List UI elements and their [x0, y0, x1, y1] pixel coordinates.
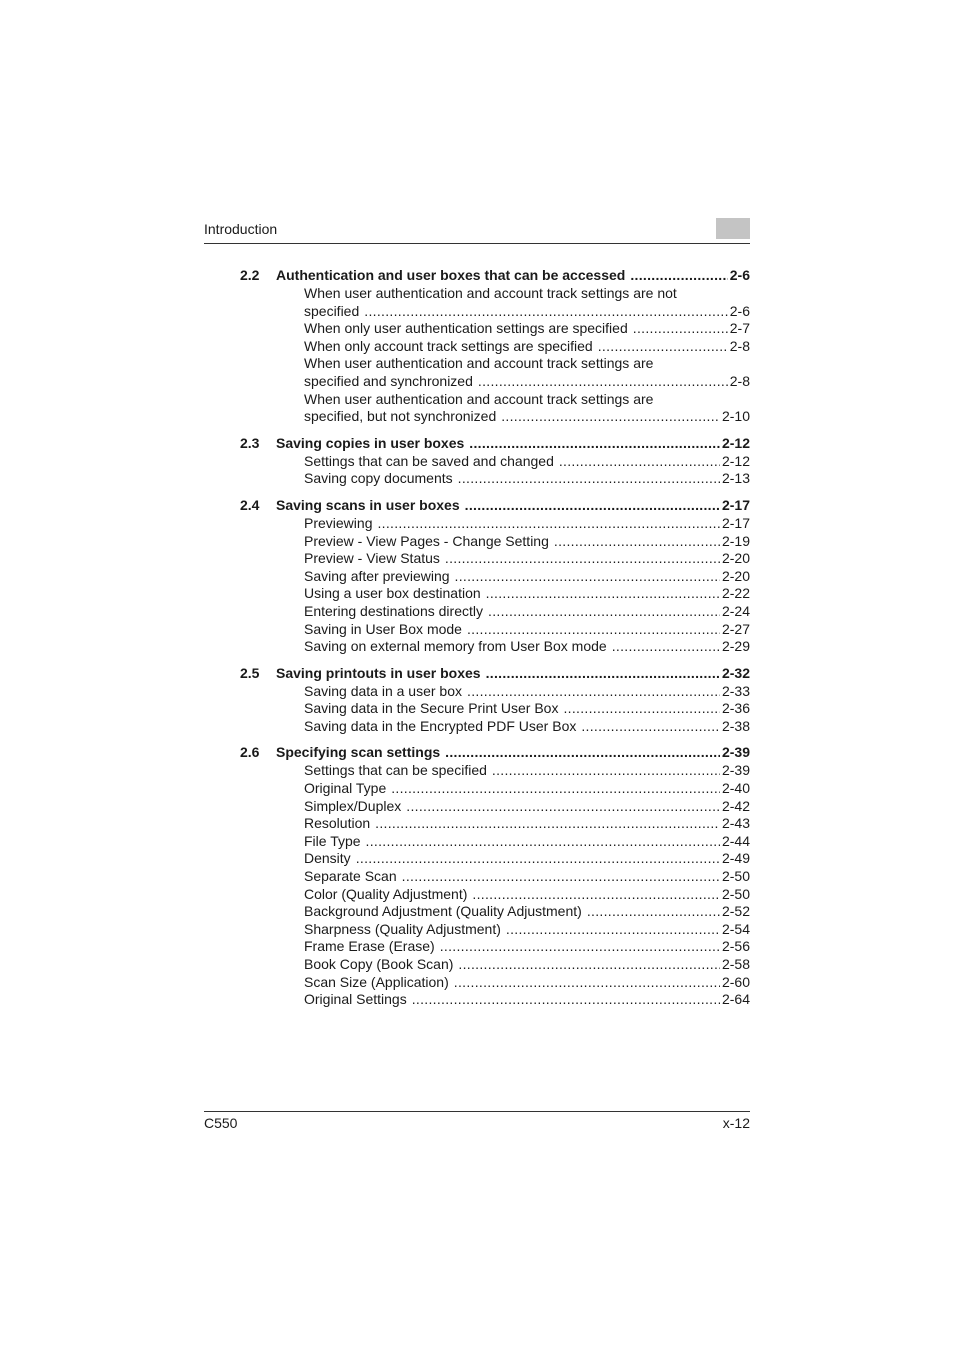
entry-title: Original Type — [304, 780, 387, 797]
section-title: Saving scans in user boxes — [276, 496, 460, 513]
entry-page: 2-43 — [721, 815, 750, 832]
entry-page: 2-13 — [721, 470, 750, 487]
section-page: 2-32 — [721, 664, 750, 681]
toc-entry[interactable] — [204, 338, 750, 356]
toc-entry[interactable] — [204, 515, 750, 533]
dot-leader — [377, 515, 719, 533]
entry-title: Saving on external memory from User Box mode — [304, 638, 607, 655]
entry-title: Separate Scan — [304, 868, 397, 885]
section-title: Saving copies in user boxes — [276, 434, 465, 451]
dot-leader — [445, 743, 720, 761]
dot-leader — [563, 700, 720, 718]
entry-title: Simplex/Duplex — [304, 797, 402, 814]
footer-model: C550 — [204, 1115, 238, 1131]
entry-page: 2-52 — [721, 903, 750, 920]
entry-page: 2-56 — [721, 938, 750, 955]
toc-entry[interactable] — [204, 408, 750, 426]
entry-page: 2-33 — [721, 682, 750, 699]
entry-title: When only user authentication settings are specified — [304, 320, 628, 337]
entry-title: Using a user box destination — [304, 585, 481, 602]
toc-entry[interactable] — [204, 956, 750, 974]
section-number: 2.3 — [240, 434, 260, 451]
toc-section — [204, 496, 750, 656]
dot-leader — [406, 798, 720, 816]
dot-leader — [559, 453, 720, 471]
entry-title: Saving data in a user box — [304, 682, 462, 699]
entry-title: Saving after previewing — [304, 567, 450, 584]
toc-entry[interactable] — [204, 798, 750, 816]
toc-entry[interactable] — [204, 453, 750, 471]
dot-leader — [488, 603, 720, 621]
toc-section — [204, 434, 750, 488]
toc-entry[interactable] — [204, 303, 750, 321]
dot-leader — [598, 338, 728, 356]
toc-entry[interactable] — [204, 568, 750, 586]
entry-title: specified, but not synchronized — [304, 408, 497, 425]
toc-entry[interactable] — [204, 991, 750, 1009]
entry-title: specified — [304, 302, 360, 319]
toc-entry-label-line: When user authentication and account track settings are not — [304, 285, 677, 301]
header-title: Introduction — [204, 221, 278, 237]
toc-entry[interactable] — [204, 585, 750, 603]
toc-entry[interactable] — [204, 815, 750, 833]
entry-page: 2-17 — [721, 514, 750, 531]
dot-leader — [465, 496, 720, 514]
entry-page: 2-39 — [721, 762, 750, 779]
entry-page: 2-8 — [729, 337, 750, 354]
toc-entry[interactable] — [204, 683, 750, 701]
entry-title: Entering destinations directly — [304, 602, 483, 619]
entry-page: 2-27 — [721, 620, 750, 637]
toc-section — [204, 266, 750, 426]
dot-leader — [506, 921, 720, 939]
toc-section-heading[interactable] — [204, 496, 750, 514]
entry-page: 2-58 — [721, 956, 750, 972]
entry-page: 2-60 — [721, 973, 750, 990]
entry-page: 2-22 — [721, 585, 750, 602]
toc-entry[interactable] — [204, 550, 750, 568]
section-number: 2.6 — [240, 744, 260, 761]
toc-entry[interactable] — [204, 921, 750, 939]
dot-leader — [402, 868, 720, 886]
entry-title: Preview - View Pages - Change Setting — [304, 532, 549, 549]
entry-title: Sharpness (Quality Adjustment) — [304, 920, 501, 937]
toc-entry[interactable] — [204, 833, 750, 851]
entry-title: specified and synchronized — [304, 372, 473, 389]
entry-page: 2-24 — [721, 602, 750, 619]
toc-entry[interactable] — [204, 320, 750, 338]
section-number: 2.2 — [240, 267, 260, 283]
dot-leader — [440, 938, 720, 956]
section-number: 2.5 — [240, 664, 260, 681]
section-number: 2.4 — [240, 496, 260, 513]
chapter-tab-marker — [716, 218, 750, 239]
section-page: 2-12 — [721, 434, 750, 451]
entry-title: Resolution — [304, 815, 371, 832]
entry-page: 2-8 — [729, 372, 750, 389]
toc-entry[interactable] — [204, 700, 750, 718]
entry-title: Settings that can be saved and changed — [304, 452, 554, 469]
toc-entry[interactable] — [204, 780, 750, 798]
page-header — [204, 219, 750, 244]
entry-title: Color (Quality Adjustment) — [304, 885, 468, 902]
entry-page: 2-6 — [729, 302, 750, 319]
entry-title: Preview - View Status — [304, 550, 440, 567]
toc-entry[interactable] — [204, 903, 750, 921]
dot-leader — [455, 568, 720, 586]
toc-entry[interactable] — [204, 762, 750, 780]
entry-page: 2-50 — [721, 868, 750, 885]
entry-title: Previewing — [304, 514, 373, 531]
entry-page: 2-7 — [729, 320, 750, 337]
dot-leader — [469, 434, 720, 452]
section-page: 2-17 — [721, 496, 750, 513]
entry-title: Saving data in the Secure Print User Box — [304, 700, 559, 717]
entry-title: Saving in User Box mode — [304, 620, 462, 637]
toc-entry[interactable] — [204, 621, 750, 639]
toc-section-heading[interactable] — [204, 743, 750, 761]
entry-title: Frame Erase (Erase) — [304, 938, 435, 955]
dot-leader — [581, 718, 720, 736]
entry-page: 2-44 — [721, 832, 750, 849]
toc-entry[interactable] — [204, 373, 750, 391]
entry-title: Saving data in the Encrypted PDF User Box — [304, 717, 577, 734]
entry-title: Original Settings — [304, 991, 407, 1008]
entry-title: Settings that can be specified — [304, 762, 487, 779]
toc-entry[interactable] — [204, 974, 750, 992]
toc-entry[interactable] — [204, 886, 750, 904]
dot-leader — [458, 956, 720, 974]
section-title: Specifying scan settings — [276, 744, 441, 761]
toc-entry[interactable] — [204, 533, 750, 551]
toc-entry[interactable] — [204, 938, 750, 956]
entry-page: 2-20 — [721, 567, 750, 584]
dot-leader — [391, 780, 720, 798]
toc-entry[interactable] — [204, 718, 750, 736]
entry-page: 2-50 — [721, 885, 750, 902]
toc-entry[interactable] — [204, 603, 750, 621]
entry-title: Saving copy documents — [304, 470, 453, 487]
dot-leader — [612, 638, 720, 656]
toc-section-heading[interactable] — [204, 266, 750, 284]
table-of-contents — [204, 266, 750, 1017]
entry-page: 2-19 — [721, 532, 750, 549]
dot-leader — [364, 303, 728, 321]
dot-leader — [356, 850, 720, 868]
dot-leader — [633, 320, 728, 338]
entry-page: 2-49 — [721, 850, 750, 867]
entry-title: Scan Size (Application) — [304, 973, 449, 990]
toc-section — [204, 664, 750, 736]
dot-leader — [630, 266, 727, 284]
dot-leader — [445, 550, 720, 568]
page-footer — [204, 1111, 750, 1136]
entry-page: 2-29 — [721, 638, 750, 655]
entry-title: File Type — [304, 832, 361, 849]
entry-title: Density — [304, 850, 351, 867]
entry-page: 2-40 — [721, 780, 750, 797]
section-page: 2-6 — [729, 267, 750, 283]
section-title: Saving printouts in user boxes — [276, 664, 481, 681]
entry-page: 2-36 — [721, 700, 750, 717]
toc-section-heading[interactable] — [204, 664, 750, 682]
footer-page-number: x-12 — [722, 1115, 750, 1131]
dot-leader — [587, 903, 720, 921]
toc-entry-label-line: When user authentication and account track settings are — [304, 355, 654, 372]
dot-leader — [486, 585, 720, 603]
dot-leader — [492, 762, 720, 780]
entry-page: 2-42 — [721, 797, 750, 814]
dot-leader — [467, 621, 720, 639]
section-page: 2-39 — [721, 744, 750, 761]
dot-leader — [478, 373, 728, 391]
toc-section-heading[interactable] — [204, 434, 750, 452]
toc-entry[interactable] — [204, 470, 750, 488]
toc-entry[interactable] — [204, 850, 750, 868]
toc-section — [204, 743, 750, 1008]
entry-title: Background Adjustment (Quality Adjustment) — [304, 903, 582, 920]
toc-entry[interactable] — [204, 868, 750, 886]
dot-leader — [454, 974, 720, 992]
dot-leader — [501, 408, 720, 426]
entry-title: Book Copy (Book Scan) — [304, 956, 454, 972]
dot-leader — [412, 991, 720, 1009]
dot-leader — [472, 886, 720, 904]
section-title: Authentication and user boxes that can be accessed — [276, 267, 626, 283]
dot-leader — [458, 470, 720, 488]
entry-page: 2-64 — [721, 991, 750, 1008]
dot-leader — [375, 815, 720, 833]
entry-page: 2-38 — [721, 717, 750, 734]
toc-entry-label-line: When user authentication and account track settings are — [304, 390, 654, 407]
dot-leader — [366, 833, 720, 851]
dot-leader — [554, 533, 720, 551]
entry-page: 2-10 — [721, 408, 750, 425]
toc-entry[interactable] — [204, 638, 750, 656]
entry-page: 2-20 — [721, 550, 750, 567]
entry-page: 2-12 — [721, 452, 750, 469]
dot-leader — [486, 664, 720, 682]
entry-title: When only account track settings are specified — [304, 337, 593, 354]
dot-leader — [467, 683, 720, 701]
entry-page: 2-54 — [721, 920, 750, 937]
